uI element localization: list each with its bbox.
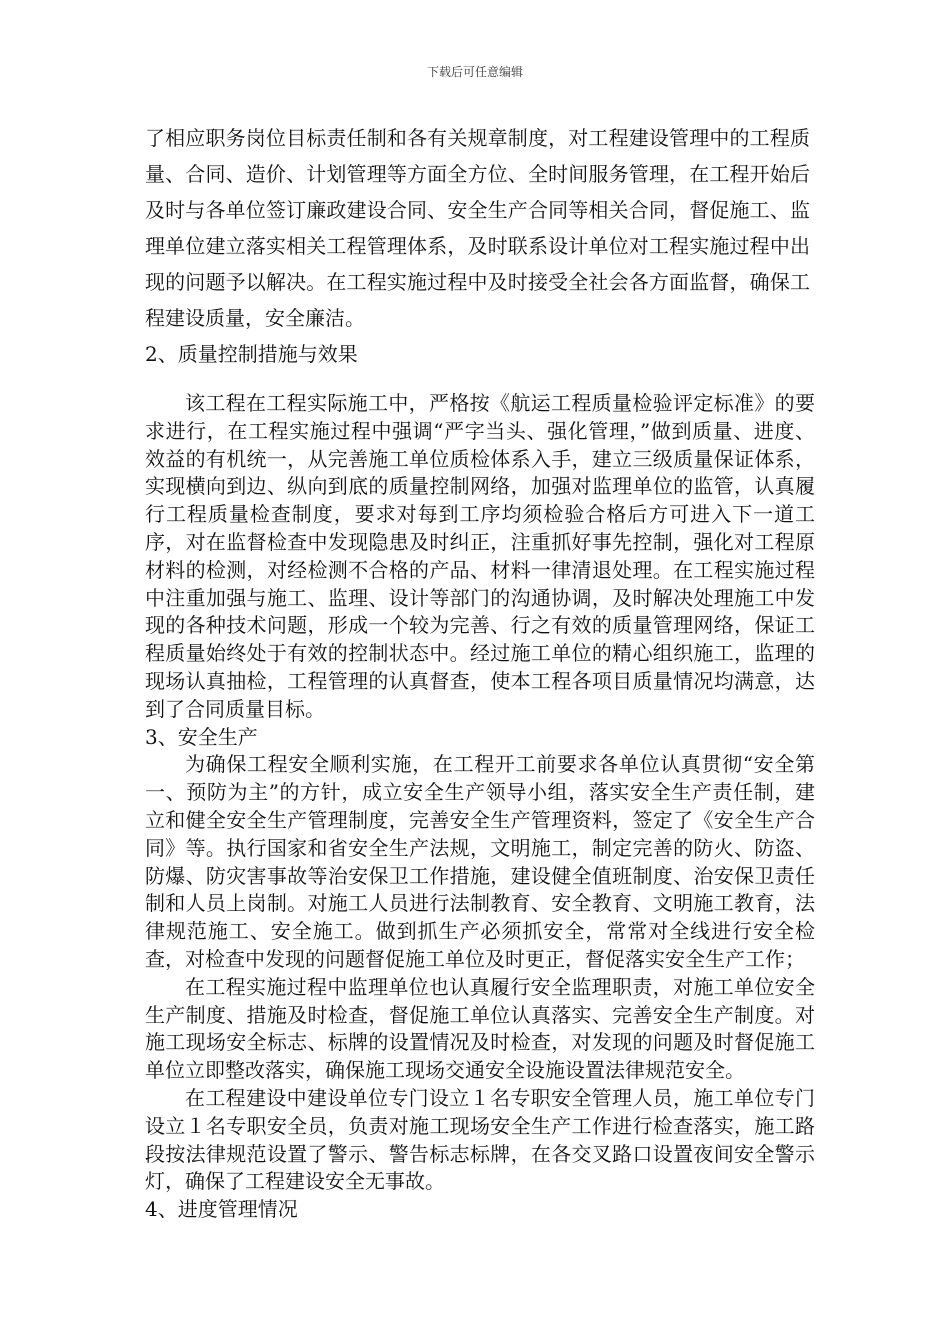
body-section — [145, 390, 815, 1224]
page-header-note: 下载后可任意编辑 — [426, 65, 523, 79]
schedule-heading: 4、进度管理情况 — [145, 1197, 298, 1222]
intro-section — [145, 120, 810, 372]
safety-heading: 3、安全生产 — [145, 724, 258, 749]
safety-paragraph-2: 在工程实施过程中监理单位也认真履行安全监理职责，对施工单位安全生产制度、措施及时检查，督促施工单位认真落实、完善安全生产制度。对施工现场安全标志、标牌的设置情况及时检查，对发现的问题及时督促施工单位立即整改落实，确保施工现场交通安全设施设置法律规范安全。 — [145, 974, 815, 1083]
quality-paragraph: 该工程在工程实际施工中，严格按《航运工程质量检验评定标准》的要求进行，在工程实施过程中强调“严字当头、强化管理，”做到质量、进度、效益的有机统一，从完善施工单位质检体系入手，建立三级质量保证体系，实现横向到边、纵向到底的质量控制网络，加强对监理单位的监管，认真履行工程质量检查制度，要求对每到工序均须检验合格后方可进入下一道工序，对在监督检查中发现隐患及时纠正，注重抓好事先控制，强化对工程原材料的检测，对经检测不合格的产品、材料一律清退处理。在工程实施过程中注重加强与施工、监理、设计等部门的沟通协调，及时解决处理施工中发现的各种技术问题，形成一个较为完善、行之有效的质量管理网络，保证工程质量始终处于有效的控制状态中。经过施工单位的精心组织施工，监理的现场认真抽检，工程管理的认真督查，使本工程各项目质量情况均满意，达到了合同质量目标。 — [145, 391, 815, 721]
safety-paragraph-1: 为确保工程安全顺利实施，在工程开工前要求各单位认真贯彻“安全第一、预防为主”的方针，成立安全生产领导小组，落实安全生产责任制，建立和健全安全生产管理制度，完善安全生产管理资料，签定了《安全生产合同》等。执行国家和省安全生产法规，文明施工，制定完善的防火、防盗、防爆、防灾害事故等治安保卫工作措施，建设健全值班制度、治安保卫责任制和人员上岗制。对施工人员进行法制教育、安全教育、文明施工教育，法律规范施工、安全施工。做到抓生产必须抓安全，常常对全线进行安全检查，对检查中发现的问题督促施工单位及时更正，督促落实安全生产工作； — [145, 752, 815, 971]
safety-paragraph-3: 在工程建设中建设单位专门设立１名专职安全管理人员，施工单位专门设立１名专职安全员，负责对施工现场安全生产工作进行检查落实，施工路段按法律规范设置了警示、警告标志标牌，在各交叉路口设置夜间安全警示灯，确保了工程建设安全无事故。 — [145, 1085, 815, 1194]
quality-heading: 2、质量控制措施与效果 — [145, 342, 358, 366]
intro-paragraph: 了相应职务岗位目标责任制和各有关规章制度，对工程建设管理中的工程质量、合同、造价、计划管理等方面全方位、全时间服务管理，在工程开始后及时与各单位签订廉政建设合同、安全生产合同等相关合同，督促施工、监理单位建立落实相关工程管理体系，及时联系设计单位对工程实施过程中出现的问题予以解决。在工程实施过程中及时接受全社会各方面监督，确保工程建设质量，安全廉洁。 — [145, 126, 810, 330]
